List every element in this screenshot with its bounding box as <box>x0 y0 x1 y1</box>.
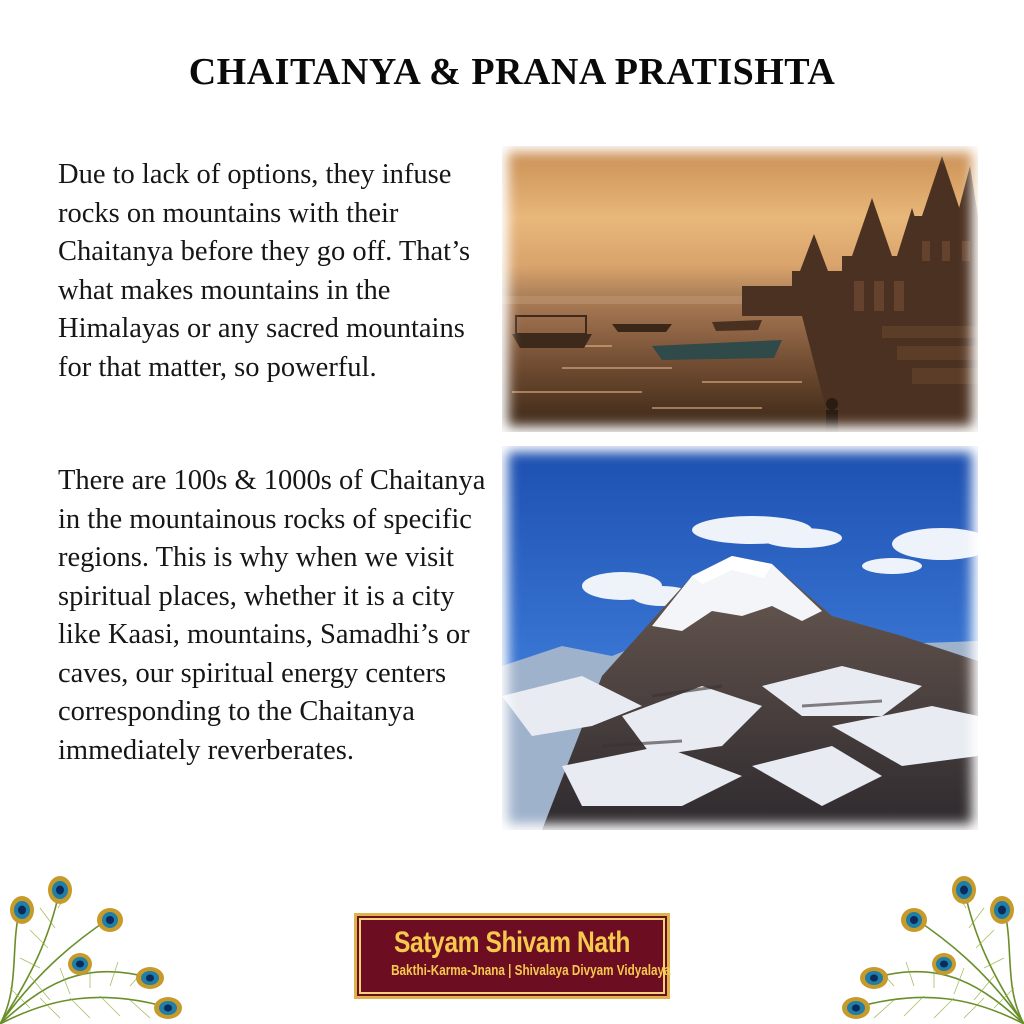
peacock-feather-icon <box>0 868 190 1024</box>
peacock-feather-icon <box>834 868 1024 1024</box>
logo-name: Satyam Shivam Nath <box>394 926 630 959</box>
paragraph-chaitanya: There are 100s & 1000s of Chaitanya in the mountainous rocks of specific regions. This is why when we visit spiritual places, whether it is a city like Kaasi, mountains, Samadhi’s or caves, our spiritual energy centers corresponding to the Chaitanya immediately reverberates. <box>58 465 486 766</box>
paragraph-options: Due to lack of options, they infuse rocks on mountains with their Chaitanya before they go off. That’s what makes mountains in the Himalayas or any sacred mountains for that matter, so powerful. <box>58 159 471 383</box>
ghats-at-sunset-photo <box>502 146 978 432</box>
logo-tagline: Bakthi-Karma-Jnana | Shivalaya Divyam Vidyalaya <box>391 962 671 979</box>
page-title: CHAITANYA & PRANA PRATISHTA <box>188 51 836 93</box>
brand-logo <box>354 913 670 999</box>
snow-mountain-photo <box>502 446 978 830</box>
